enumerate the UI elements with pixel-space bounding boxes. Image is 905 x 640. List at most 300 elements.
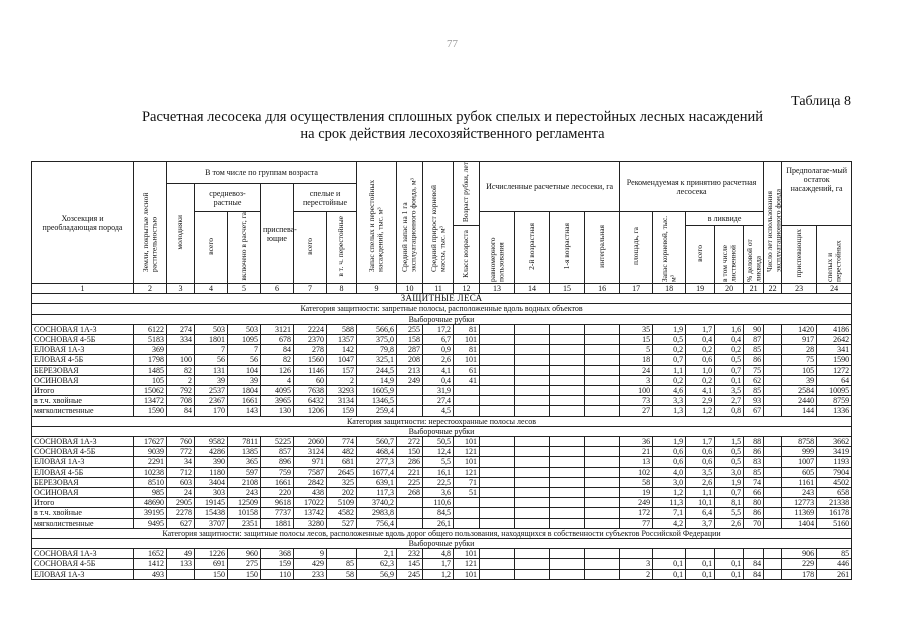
table-cell [515, 437, 550, 447]
table-cell: 2224 [294, 324, 327, 334]
section-label: Категория защитности: запретные полосы, расположенные вдоль водных объектов [32, 304, 852, 314]
table-cell [515, 375, 550, 385]
table-cell: 12509 [228, 498, 261, 508]
table-cell [480, 549, 515, 559]
section-label: Выборочные рубки [32, 426, 852, 436]
table-cell: 56,9 [357, 569, 397, 579]
column-number: 23 [782, 284, 817, 294]
table-cell: 760 [167, 437, 195, 447]
table-cell: 56 [228, 355, 261, 365]
table-cell: 1,5 [715, 437, 744, 447]
years-use-header: Число лет использования эксплуатационного фонда [764, 162, 782, 284]
table-cell: 150 [228, 569, 261, 579]
table-row [32, 324, 852, 334]
table-cell: 244,5 [357, 365, 397, 375]
table-cell: 143 [228, 406, 261, 416]
table-cell: 2642 [817, 335, 852, 345]
table-cell: 0,2 [686, 345, 715, 355]
table-cell: 1881 [261, 518, 294, 528]
table-cell: 249 [620, 498, 653, 508]
table-cell: 10238 [134, 467, 167, 477]
table-cell [515, 386, 550, 396]
table-row [32, 508, 852, 518]
table-cell [585, 467, 620, 477]
table-cell: 142 [327, 345, 357, 355]
table-cell: 1412 [134, 559, 167, 569]
c-uniform-header: равномерного пользования [480, 212, 515, 284]
table-cell: 0,1 [686, 569, 715, 579]
table-cell: 1,2 [653, 488, 686, 498]
table-cell: 64 [817, 375, 852, 385]
table-cell: 56 [195, 355, 228, 365]
table-cell: 3707 [195, 518, 228, 528]
table-cell: 5225 [261, 437, 294, 447]
table-cell: 85 [327, 559, 357, 569]
table-cell: 8759 [817, 396, 852, 406]
row-label: СОСНОВАЯ 4-5Б [32, 335, 134, 345]
table-cell: 86 [744, 447, 764, 457]
table-cell [515, 396, 550, 406]
table-cell: 3,0 [653, 477, 686, 487]
table-cell: 13472 [134, 396, 167, 406]
table-cell: 1,2 [686, 406, 715, 416]
table-cell [550, 396, 585, 406]
table-cell: 133 [167, 559, 195, 569]
table-cell [764, 375, 782, 385]
column-number: 22 [764, 284, 782, 294]
table-cell: 1193 [817, 457, 852, 467]
table-cell: 3662 [817, 437, 852, 447]
table-row [32, 355, 852, 365]
felling-table [31, 161, 852, 580]
table-cell: 121 [454, 447, 480, 457]
title-line-2: на срок действия лесохозяйственного регламента [300, 126, 605, 142]
c-2age-header: 2-й возрастная [515, 212, 550, 284]
table-cell: 2,7 [715, 396, 744, 406]
table-cell [480, 477, 515, 487]
table-cell: 429 [294, 559, 327, 569]
table-cell [397, 498, 423, 508]
table-cell: 9495 [134, 518, 167, 528]
table-cell: 3404 [195, 477, 228, 487]
table-cell: 87 [744, 335, 764, 345]
section-row [32, 294, 852, 304]
table-body [32, 284, 852, 580]
table-cell: 303 [195, 488, 228, 498]
table-cell: 3 [620, 375, 653, 385]
table-cell [550, 508, 585, 518]
row-label: мягколиственные [32, 406, 134, 416]
table-cell: 6432 [294, 396, 327, 406]
table-cell [764, 345, 782, 355]
table-cell: 0,8 [715, 406, 744, 416]
table-cell: 1,9 [653, 437, 686, 447]
column-number: 12 [454, 284, 480, 294]
table-cell: 10095 [817, 386, 852, 396]
table-cell: 325 [327, 477, 357, 487]
table-cell: 0,4 [686, 335, 715, 345]
middle-all-header: всего [195, 212, 228, 284]
table-cell: 11369 [782, 508, 817, 518]
table-cell: 4095 [261, 386, 294, 396]
table-cell [585, 355, 620, 365]
page-number: 77 [447, 38, 458, 50]
table-cell [764, 437, 782, 447]
table-cell [480, 324, 515, 334]
table-cell: 80 [744, 498, 764, 508]
table-cell: 26,1 [423, 518, 454, 528]
row-label: ЕЛОВАЯ 1А-3 [32, 457, 134, 467]
table-cell: 603 [167, 477, 195, 487]
table-cell: 3,3 [653, 396, 686, 406]
table-cell: 597 [228, 467, 261, 477]
table-cell: 5109 [327, 498, 357, 508]
table-cell [480, 365, 515, 375]
table-cell: 759 [261, 467, 294, 477]
table-cell: 1206 [294, 406, 327, 416]
table-cell: 39 [782, 375, 817, 385]
table-cell: 4 [261, 375, 294, 385]
table-row [32, 447, 852, 457]
table-cell: 13 [620, 457, 653, 467]
table-cell: 10,1 [686, 498, 715, 508]
table-cell [515, 549, 550, 559]
column-number: 13 [480, 284, 515, 294]
table-cell: 3,5 [715, 386, 744, 396]
table-cell [550, 406, 585, 416]
table-cell: 5160 [817, 518, 852, 528]
table-cell [585, 457, 620, 467]
table-cell: 225 [397, 477, 423, 487]
table-cell [167, 345, 195, 355]
row-label: БЕРЕЗОВАЯ [32, 365, 134, 375]
table-cell [585, 518, 620, 528]
title-line-1: Расчетная лесосека для осуществления сплошных рубок спелых и перестойных лесных насаждений [141, 109, 764, 125]
table-cell: 229 [782, 559, 817, 569]
table-cell: 1560 [294, 355, 327, 365]
table-cell: 102 [620, 467, 653, 477]
table-cell [585, 324, 620, 334]
table-cell [480, 559, 515, 569]
table-row [32, 549, 852, 559]
recommended-header: Рекомендуемая к принятию расчетная лесосека [620, 162, 764, 212]
page-title [0, 109, 905, 143]
table-cell: 985 [134, 488, 167, 498]
table-cell [454, 406, 480, 416]
table-cell: 0,2 [715, 345, 744, 355]
row-label: СОСНОВАЯ 1А-3 [32, 437, 134, 447]
table-cell: 1661 [228, 396, 261, 406]
table-row [32, 386, 852, 396]
table-cell [167, 569, 195, 579]
table-cell: 275 [228, 559, 261, 569]
table-cell: 4,1 [686, 386, 715, 396]
table-cell: 84 [744, 569, 764, 579]
table-cell: 170 [195, 406, 228, 416]
row-label: БЕРЕЗОВАЯ [32, 477, 134, 487]
table-row [32, 569, 852, 579]
table-cell [480, 457, 515, 467]
table-cell: 10158 [228, 508, 261, 518]
table-cell: 3,6 [423, 488, 454, 498]
table-cell: 1798 [134, 355, 167, 365]
table-cell: 27 [620, 406, 653, 416]
table-cell: 232 [397, 549, 423, 559]
table-cell [480, 386, 515, 396]
table-cell: 15438 [195, 508, 228, 518]
table-cell [550, 386, 585, 396]
table-cell: 4186 [817, 324, 852, 334]
table-row [32, 365, 852, 375]
table-cell: 27,4 [423, 396, 454, 406]
table-cell: 19145 [195, 498, 228, 508]
table-cell [397, 406, 423, 416]
table-cell [454, 396, 480, 406]
column-number-row [32, 284, 852, 294]
table-cell: 5183 [134, 335, 167, 345]
table-cell: 70 [744, 518, 764, 528]
table-cell: 1605,9 [357, 386, 397, 396]
table-cell: 9582 [195, 437, 228, 447]
table-cell: 85 [744, 345, 764, 355]
row-label: СОСНОВАЯ 1А-3 [32, 324, 134, 334]
table-cell [585, 447, 620, 457]
table-cell [480, 345, 515, 355]
table-cell: 334 [167, 335, 195, 345]
table-cell: 12773 [782, 498, 817, 508]
table-cell [515, 488, 550, 498]
table-cell [686, 549, 715, 559]
section-row [32, 528, 852, 538]
row-label: ОСИНОВАЯ [32, 488, 134, 498]
table-cell: 2645 [327, 467, 357, 477]
table-cell: 0,6 [686, 447, 715, 457]
table-cell: 159 [327, 406, 357, 416]
column-number: 16 [585, 284, 620, 294]
table-cell: 1404 [782, 518, 817, 528]
table-cell: 24 [620, 365, 653, 375]
column-number: 7 [294, 284, 327, 294]
r-percent-header: % деловой от ликвида [744, 226, 764, 284]
table-cell: 2842 [294, 477, 327, 487]
table-cell: 220 [261, 488, 294, 498]
column-number: 4 [195, 284, 228, 294]
table-cell: 158 [397, 335, 423, 345]
table-cell: 999 [782, 447, 817, 457]
young-header: молодняки [167, 184, 195, 284]
column-number: 11 [423, 284, 454, 294]
table-cell: 75 [782, 355, 817, 365]
table-cell: 221 [397, 467, 423, 477]
table-cell: 100 [620, 386, 653, 396]
table-cell: 3280 [294, 518, 327, 528]
table-cell: 2,6 [686, 477, 715, 487]
table-cell: 1,9 [715, 477, 744, 487]
table-cell [764, 559, 782, 569]
table-label: Таблица 8 [791, 94, 851, 109]
table-cell [397, 396, 423, 406]
row-label: ЕЛОВАЯ 4-5Б [32, 355, 134, 365]
table-cell: 104 [228, 365, 261, 375]
table-cell: 2 [620, 569, 653, 579]
table-row [32, 406, 852, 416]
c-1age-header: 1-я возрастная [550, 212, 585, 284]
table-cell: 13742 [294, 508, 327, 518]
table-cell: 7,1 [653, 508, 686, 518]
table-cell: 4,6 [653, 386, 686, 396]
table-cell: 74 [744, 477, 764, 487]
table-cell: 9039 [134, 447, 167, 457]
table-cell: 150 [397, 447, 423, 457]
table-row [32, 375, 852, 385]
table-cell: 121 [454, 559, 480, 569]
table-cell [764, 324, 782, 334]
section-row [32, 314, 852, 324]
table-cell: 15062 [134, 386, 167, 396]
table-cell [744, 549, 764, 559]
table-cell: 144 [782, 406, 817, 416]
table-cell: 0,6 [686, 355, 715, 365]
table-cell: 79,8 [357, 345, 397, 355]
table-cell: 0,1 [686, 559, 715, 569]
table-cell: 21338 [817, 498, 852, 508]
table-cell [764, 386, 782, 396]
table-cell [764, 447, 782, 457]
table-cell: 468,4 [357, 447, 397, 457]
table-row [32, 335, 852, 345]
table-cell: 2060 [294, 437, 327, 447]
table-cell: 3124 [294, 447, 327, 457]
table-cell: 658 [817, 488, 852, 498]
table-cell: 8,1 [715, 498, 744, 508]
table-cell: 9618 [261, 498, 294, 508]
table-cell: 0,2 [686, 375, 715, 385]
table-cell [764, 457, 782, 467]
age-class-header: Класс возраста [454, 226, 480, 284]
column-number: 20 [715, 284, 744, 294]
mature-header: спелые и перестойные [294, 184, 357, 212]
table-cell: 0,6 [686, 457, 715, 467]
table-cell: 639,1 [357, 477, 397, 487]
table-cell: 493 [134, 569, 167, 579]
table-cell: 2 [167, 375, 195, 385]
table-cell: 84 [744, 559, 764, 569]
table-cell [480, 396, 515, 406]
table-cell: 34 [167, 457, 195, 467]
table-cell: 0,9 [423, 345, 454, 355]
table-cell: 101 [454, 335, 480, 345]
table-cell [764, 467, 782, 477]
table-cell [715, 549, 744, 559]
table-cell [764, 355, 782, 365]
table-cell: 16,1 [423, 467, 454, 477]
column-number: 6 [261, 284, 294, 294]
felling-age-header: Возраст рубки, лет [454, 162, 480, 226]
table-cell: 2983,8 [357, 508, 397, 518]
column-number: 17 [620, 284, 653, 294]
row-label: ЕЛОВАЯ 1А-3 [32, 345, 134, 355]
table-cell: 0,7 [653, 355, 686, 365]
table-cell: 3965 [261, 396, 294, 406]
middle-aged-header: средневоз-растные [195, 184, 261, 212]
table-cell: 1161 [782, 477, 817, 487]
table-cell: 90 [744, 324, 764, 334]
table-cell: 1420 [782, 324, 817, 334]
pre-mature-header: приспева-ющие [261, 184, 294, 284]
table-cell: 0,1 [715, 559, 744, 569]
table-cell [480, 437, 515, 447]
table-cell: 1,9 [653, 324, 686, 334]
table-cell: 50,5 [423, 437, 454, 447]
middle-included-header: включено в расчет, га [228, 212, 261, 284]
table-cell: 71 [454, 477, 480, 487]
table-cell: 0,5 [653, 335, 686, 345]
row-label: мягколиственные [32, 518, 134, 528]
row-label: СОСНОВАЯ 4-5Б [32, 559, 134, 569]
table-cell: 9 [294, 549, 327, 559]
table-cell [620, 549, 653, 559]
table-cell: 3293 [327, 386, 357, 396]
table-cell: 245 [397, 569, 423, 579]
table-cell: 0,5 [715, 457, 744, 467]
table-cell [480, 467, 515, 477]
section-row [32, 416, 852, 426]
table-cell: 249 [397, 375, 423, 385]
column-number: 5 [228, 284, 261, 294]
table-cell: 375,0 [357, 335, 397, 345]
table-cell: 341 [817, 345, 852, 355]
table-cell [550, 559, 585, 569]
table-cell [480, 498, 515, 508]
table-cell: 0,1 [715, 375, 744, 385]
table-cell: 28 [782, 345, 817, 355]
rem-pre-header: приспевающих [782, 226, 817, 284]
table-cell: 0,7 [715, 365, 744, 375]
row-label: в т.ч. хвойные [32, 508, 134, 518]
area-total-header: Земли, покрытые лесной растительностью [134, 162, 167, 284]
r-liquid-header: в ликвиде [686, 212, 764, 226]
table-cell: 172 [620, 508, 653, 518]
avg-growth-header: Средний прирост корневой массы, тыс. м³ [423, 162, 454, 284]
table-cell [454, 498, 480, 508]
table-cell: 130 [261, 406, 294, 416]
table-row [32, 477, 852, 487]
table-cell: 1,1 [686, 488, 715, 498]
table-cell: 145 [397, 559, 423, 569]
rem-mature-header: спелых и перестойных [817, 226, 852, 284]
table-cell [585, 375, 620, 385]
column-number: 9 [357, 284, 397, 294]
table-cell: 12,4 [423, 447, 454, 457]
column-number: 1 [32, 284, 134, 294]
table-cell [764, 335, 782, 345]
column-number: 8 [327, 284, 357, 294]
table-cell: 627 [167, 518, 195, 528]
table-cell [585, 559, 620, 569]
table-cell: 86 [744, 508, 764, 518]
table-cell: 18 [620, 355, 653, 365]
table-cell: 93 [744, 396, 764, 406]
table-cell [550, 569, 585, 579]
table-cell: 7 [228, 345, 261, 355]
table-cell: 84,5 [423, 508, 454, 518]
table-cell: 39 [195, 375, 228, 385]
table-cell: 365 [228, 457, 261, 467]
table-cell: 58 [620, 477, 653, 487]
table-cell: 3419 [817, 447, 852, 457]
table-cell: 24 [167, 488, 195, 498]
table-cell: 0,4 [423, 375, 454, 385]
